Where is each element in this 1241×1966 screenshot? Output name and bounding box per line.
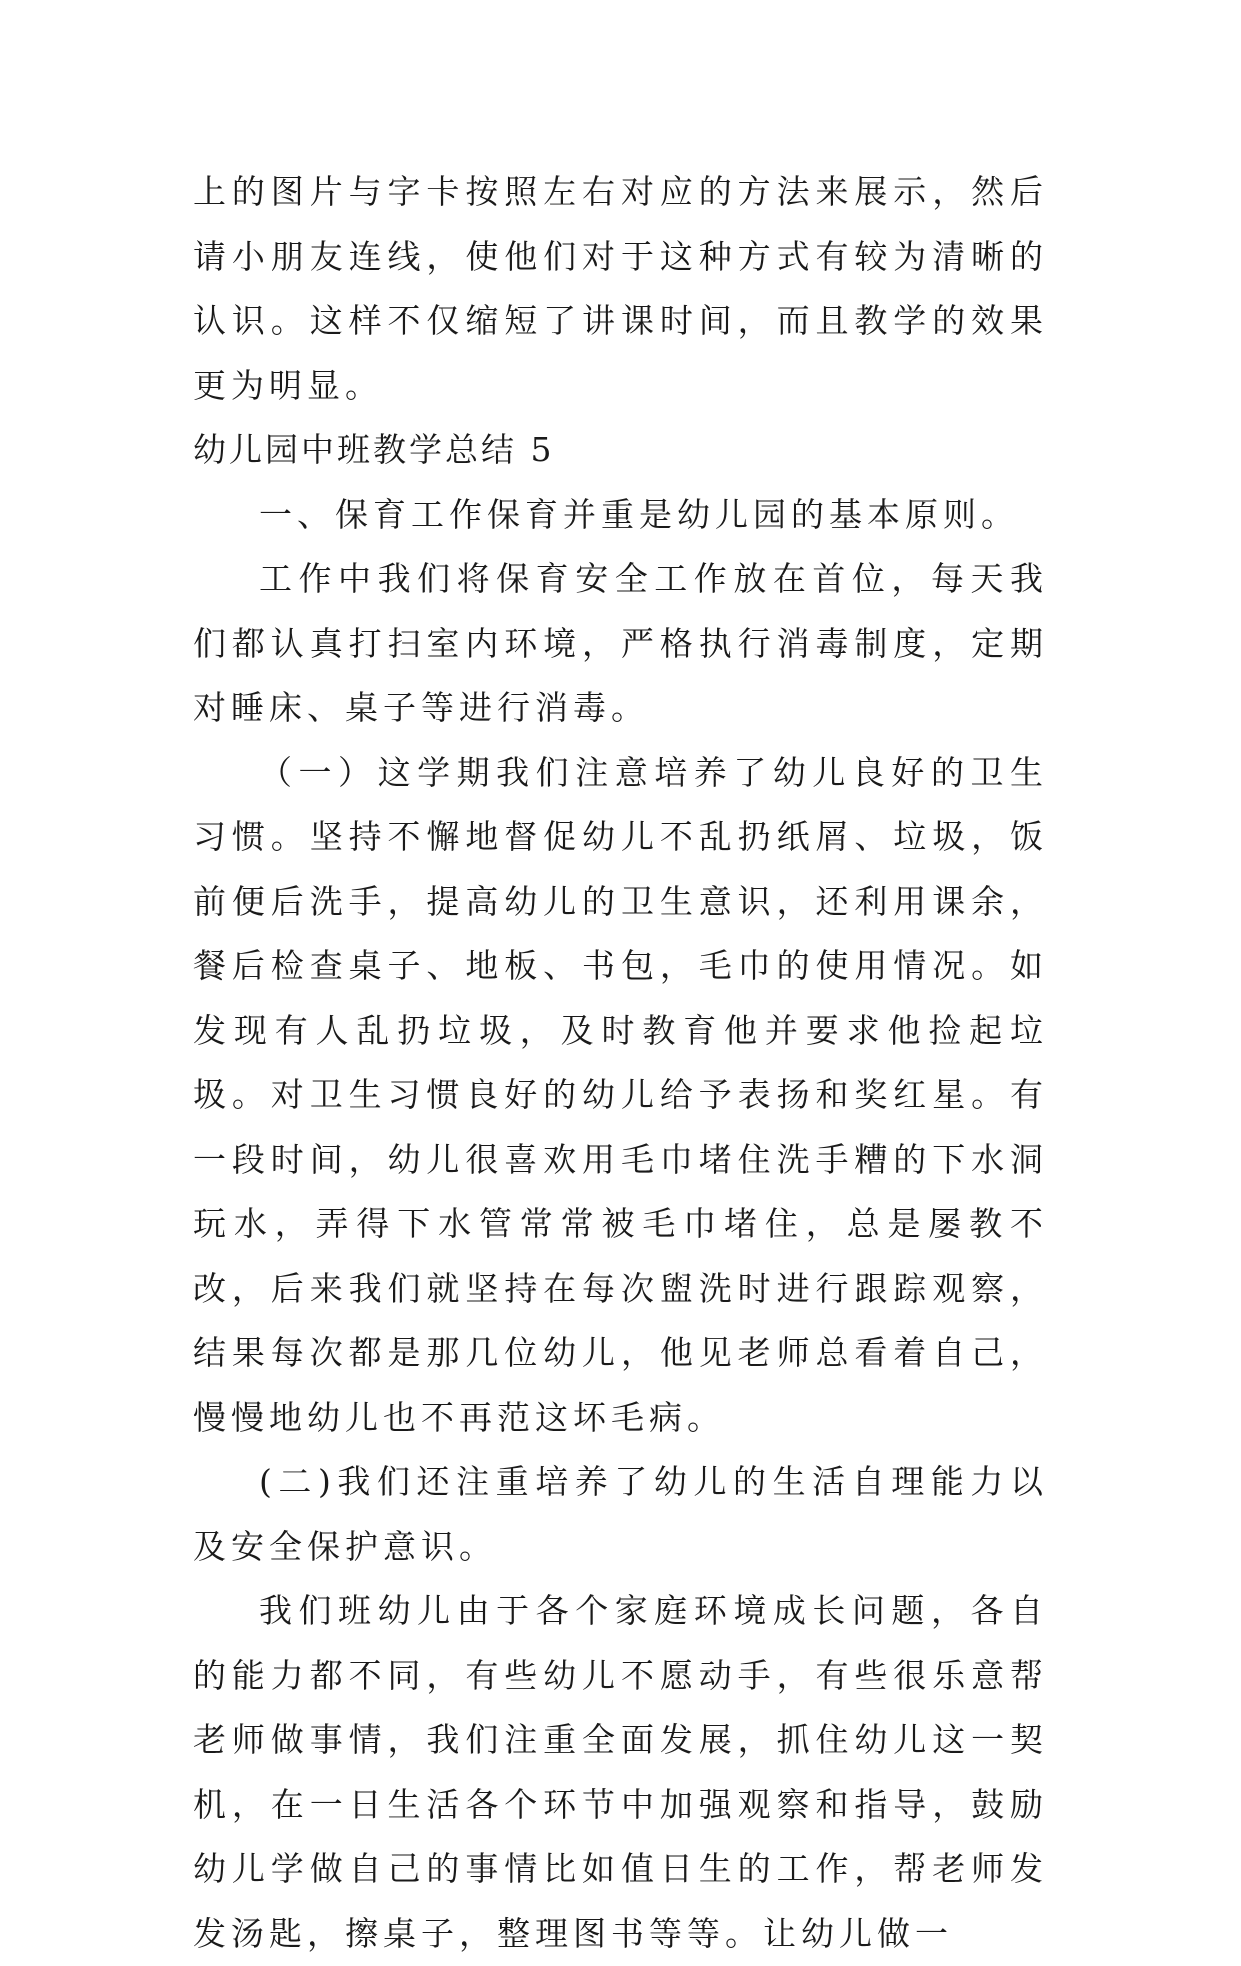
- paragraph-continuation: 上的图片与字卡按照左右对应的方法来展示，然后请小朋友连线，使他们对于这种方式有较为清晰的认识。这样不仅缩短了讲课时间，而且教学的效果更为明显。: [193, 172, 1048, 405]
- paragraph-hygiene-habits: （一）这学期我们注意培养了幼儿良好的卫生习惯。坚持不懈地督促幼儿不乱扔纸屑、垃圾，饭前便后洗手，提高幼儿的卫生意识，还利用课余，餐后检查桌子、地板、书包，毛巾的使用情况。如发现有人乱扔垃圾，及时教育他并要求他捡起垃圾。对卫生习惯良好的幼儿给予表扬和奖红星。有一段时间，幼儿很喜欢用毛巾堵住洗手糟的下水洞玩水，弄得下水管常常被毛巾堵住，总是屡教不改，后来我们就坚持在每次盥洗时进行跟踪观察，结果每次都是那几位幼儿，他见老师总看着自己，慢慢地幼儿也不再范这坏毛病。: [193, 752, 1048, 1437]
- document-body: [193, 160, 1048, 1966]
- paragraph-self-care: (二)我们还注重培养了幼儿的生活自理能力以及安全保护意识。: [193, 1462, 1048, 1566]
- section-heading: 幼儿园中班教学总结 5: [193, 430, 555, 469]
- paragraph-development: 我们班幼儿由于各个家庭环境成长问题，各自的能力都不同，有些幼儿不愿动手，有些很乐意帮老师做事情，我们注重全面发展，抓住幼儿这一契机，在一日生活各个环节中加强观察和指导，鼓励幼儿学做自己的事情比如值日生的工作，帮老师发发汤匙，擦桌子，整理图书等等。让幼儿做一: [193, 1591, 1048, 1953]
- paragraph-principle: 一、保育工作保育并重是幼儿园的基本原则。: [259, 494, 1019, 534]
- paragraph-safety-work: 工作中我们将保育安全工作放在首位，每天我们都认真打扫室内环境，严格执行消毒制度，定期对睡床、桌子等进行消毒。: [193, 559, 1048, 727]
